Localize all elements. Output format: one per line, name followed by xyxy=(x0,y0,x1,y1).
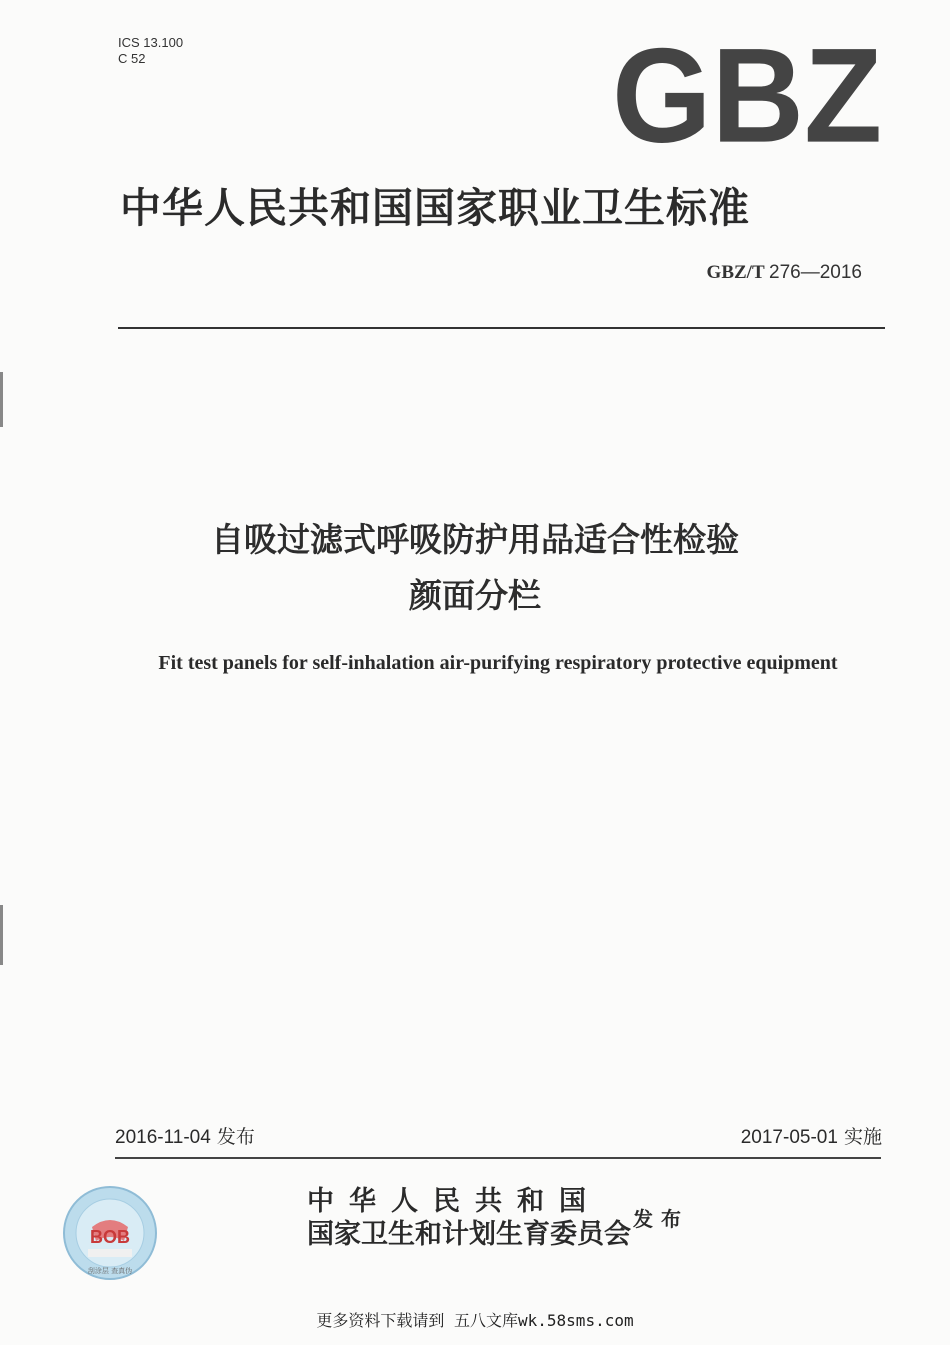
standard-type-title: 中华人民共和国国家职业卫生标准 xyxy=(120,184,750,232)
scan-edge-mark xyxy=(0,905,3,965)
title-cn-line2: 颜面分栏 xyxy=(409,576,541,615)
issue-date: 2016-11-04 xyxy=(115,1127,211,1148)
standard-code-number: 276—2016 xyxy=(769,262,862,283)
ics-code: ICS 13.100 xyxy=(118,35,184,50)
publisher-verb: 发布 xyxy=(633,1207,689,1231)
anti-counterfeit-seal xyxy=(62,1185,158,1281)
ccs-code: C 52 xyxy=(118,51,146,66)
implement-date: 2017-05-01 xyxy=(740,1127,838,1148)
publisher-line2: 国家卫生和计划生育委员会 xyxy=(307,1219,631,1250)
svg-text:刮涂层 查真伪: 刮涂层 查真伪 xyxy=(87,1267,133,1275)
svg-text:BOB: BOB xyxy=(90,1227,130,1247)
header-divider xyxy=(118,327,885,329)
gbz-logo-text: GBZ xyxy=(612,20,883,172)
publisher-line1: 中华人民共和国 xyxy=(307,1186,601,1217)
standard-code xyxy=(707,262,862,284)
title-en: Fit test panels for self-inhalation air-purifying respiratory protective equipment xyxy=(158,652,838,674)
scan-edge-mark xyxy=(0,372,3,427)
standard-code-prefix: GBZ/T xyxy=(706,262,770,283)
classification-codes xyxy=(118,35,183,67)
download-footer: 更多资料下载请到 五八文库wk.58sms.com xyxy=(316,1311,634,1330)
seal-graphic xyxy=(62,1185,158,1281)
footer-divider xyxy=(115,1157,881,1159)
implement-label: 实施 xyxy=(843,1126,882,1148)
publisher xyxy=(307,1185,631,1251)
gbz-logo xyxy=(612,20,884,172)
implement-date-block xyxy=(741,1122,882,1149)
title-cn-line1: 自吸过滤式呼吸防护用品适合性检验 xyxy=(211,520,739,559)
issue-label: 发布 xyxy=(216,1126,255,1148)
issue-date-block xyxy=(115,1122,255,1149)
